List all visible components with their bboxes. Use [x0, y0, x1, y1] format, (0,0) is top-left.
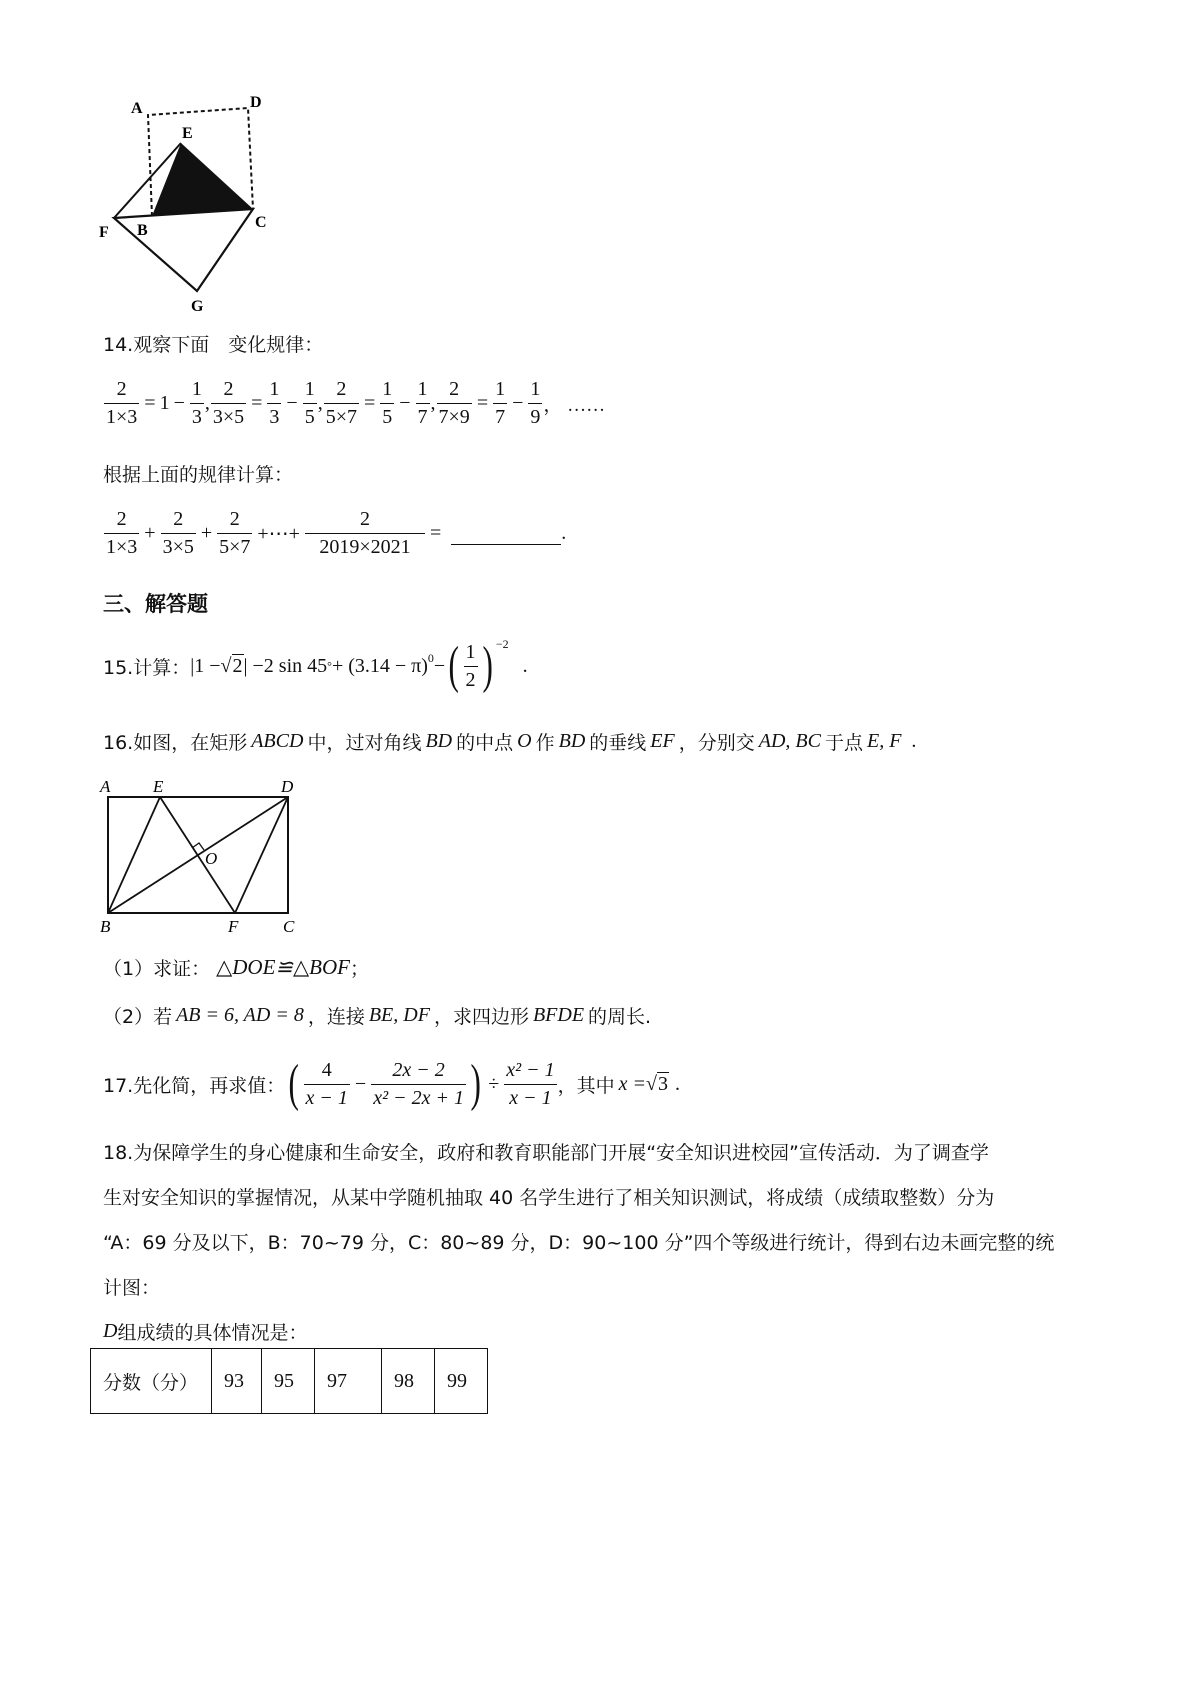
label-f: F — [99, 224, 109, 241]
section-title: 三、解答题 — [103, 592, 208, 616]
fraction: $\frac{2}{3\times 5}$ — [162, 508, 194, 558]
table-cell: 95 — [262, 1349, 315, 1414]
fraction: $\frac{2}{2019\times 2021}$ — [305, 508, 425, 559]
fraction: $\frac{1}{2}$ — [465, 640, 476, 691]
paren-open: ( — [288, 1055, 300, 1112]
score-table — [90, 1348, 488, 1414]
fraction: $\frac{2}{7\times 9}$ — [438, 378, 470, 428]
label-b: B — [100, 917, 111, 936]
q14-title: 14.观察下面 变化规律： — [103, 334, 324, 356]
q17: 17.先化简，再求值： ( $\frac{4}{x - 1}$ − $\frac{2x - 2}{\text{x² − 2x + 1}}$ ) ÷ $\frac{\text{x² − 1}}{x - 1}$ ，其中 x = √3 . — [103, 1055, 681, 1112]
label-c: C — [255, 214, 267, 231]
fraction: $\frac{2x - 2}{\text{x² − 2x + 1}}$ — [373, 1058, 464, 1109]
answer-blank[interactable] — [451, 522, 561, 545]
fraction: $\frac{1}{3}$ — [269, 378, 280, 428]
fraction: $\frac{1}{5}$ — [382, 378, 393, 428]
q18-line2: 生对安全知识的掌握情况，从某中学随机抽取 40 名学生进行了相关知识测试，将成绩（成绩取整数）分为 — [103, 1187, 995, 1209]
fraction: $\frac{2}{1\times 3}$ — [106, 378, 138, 428]
label-e: E — [153, 777, 164, 796]
q16-statement: 16.如图，在矩形 ABCD 中，过对角线 BD 的中点 O 作 BD 的垂线 EF ，分别交 AD, BC 于点 E, F . — [103, 730, 917, 754]
figure-square-triangle — [90, 85, 290, 315]
fraction: $\frac{1}{7}$ — [495, 378, 506, 428]
rotated-square — [114, 209, 253, 291]
q15: 15.计算： |1 − √2 | −2 sin 45 ° + (3.14 − π) $^0$ − ( $\frac{1}{2}$ ) $^{-2}$ . — [103, 636, 528, 694]
table-header-cell: 分数（分） — [91, 1349, 212, 1414]
label-d: D — [250, 94, 262, 111]
label-a: A — [100, 777, 111, 796]
fraction: $\frac{1}{3}$ — [191, 378, 202, 428]
shaded-triangle — [152, 143, 253, 216]
q14-instruction: 根据上面的规律计算： — [103, 464, 294, 486]
label-o: O — [205, 849, 218, 868]
paren-open: ( — [448, 637, 460, 694]
q16-part2: （2）若 AB = 6, AD = 8 ，连接 BE, DF ，求四边形 BFDE 的周长. — [103, 1004, 652, 1028]
fraction: $\frac{4}{x - 1}$ — [305, 1058, 348, 1109]
label-g: G — [191, 298, 204, 315]
fraction: $\frac{2}{3\times 5}$ — [212, 378, 245, 428]
label-b: B — [137, 222, 148, 239]
fraction: $\frac{2}{5\times 7}$ — [219, 508, 251, 558]
q14-sequence: $\frac{2}{1\times 3}$ = 1 − $\frac{1}{3}$ , $\frac{2}{3\times 5}$ = $\frac{1}{3}$ − $\frac{1}{5}$ , $\frac{2}{5\times 7}$ = $\frac{1}{5}$ − $\frac{1}{7}$ , $\frac{2}{7\times 9}$ = $\frac{1}{7}$ − $\frac{1}{9}$ ， …… — [106, 378, 606, 428]
fraction: $\frac{1}{9}$ — [530, 378, 541, 428]
q18-line1: 18.为保障学生的身心健康和生命安全，政府和教育职能部门开展“安全知识进校园”宣传活动．为了调查学 — [103, 1142, 989, 1164]
fraction: $\frac{\text{x² − 1}}{x - 1}$ — [506, 1058, 555, 1109]
paren-close: ) — [481, 637, 493, 694]
table-row — [91, 1349, 488, 1414]
q18-line3: “A：69 分及以下，B：70~79 分，C：80~89 分，D：90~100 分”四个等级进行统计，得到右边未画完整的统 — [103, 1232, 1055, 1254]
table-cell: 99 — [435, 1349, 488, 1414]
label-d: D — [281, 777, 294, 796]
label-e: E — [182, 125, 193, 142]
q18-d-line: D 组成绩的具体情况是： — [103, 1320, 308, 1344]
segment-ef — [160, 797, 235, 913]
figure-rectangle — [95, 772, 315, 937]
fraction: $\frac{2}{1\times 3}$ — [106, 508, 138, 558]
fraction: $\frac{1}{7}$ — [417, 378, 428, 428]
fraction: $\frac{1}{5}$ — [304, 378, 315, 428]
q18-line4: 计图： — [103, 1277, 161, 1299]
table-cell: 98 — [382, 1349, 435, 1414]
label-f: F — [228, 917, 239, 936]
q14-sum-expression: $\frac{2}{1\times 3}$ + $\frac{2}{3\times 5}$ + $\frac{2}{5\times 7}$ +⋯+ $\frac{2}{2019\times 2021}$ = . — [106, 508, 567, 558]
table-cell: 93 — [212, 1349, 262, 1414]
q16-part1: （1）求证： △DOE≌△BOF ； — [103, 955, 369, 980]
paren-close: ) — [470, 1055, 481, 1112]
label-a: A — [131, 100, 143, 117]
label-c: C — [283, 917, 295, 936]
table-cell: 97 — [315, 1349, 382, 1414]
fraction: $\frac{2}{5\times 7}$ — [325, 378, 357, 428]
